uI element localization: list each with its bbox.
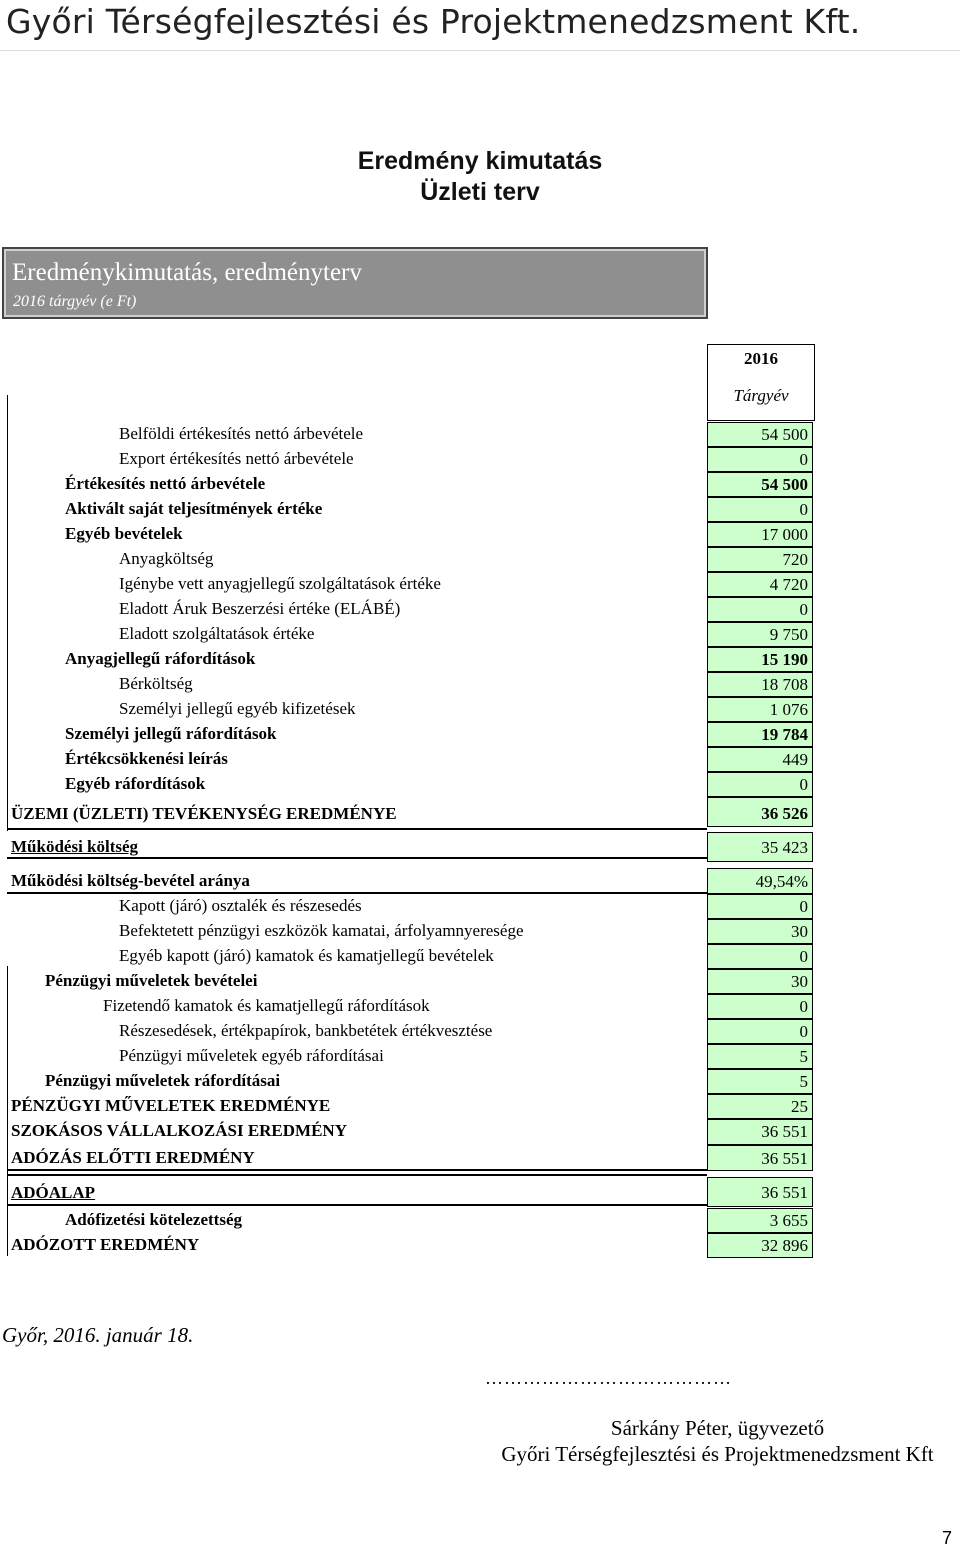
row-value: 30 bbox=[707, 919, 813, 944]
table-row bbox=[7, 747, 814, 772]
row-label: Bérköltség bbox=[119, 674, 193, 693]
table-row bbox=[7, 622, 814, 647]
table-row bbox=[7, 472, 814, 497]
table-row bbox=[7, 1019, 814, 1044]
table-row bbox=[7, 919, 814, 944]
row-label: Eladott Áruk Beszerzési értéke (ELÁBÉ) bbox=[119, 599, 401, 618]
row-value: 720 bbox=[707, 547, 813, 572]
row-label: Egyéb kapott (járó) kamatok és kamatjellegű bevételek bbox=[119, 946, 494, 965]
row-value: 19 784 bbox=[707, 722, 813, 747]
row-value: 0 bbox=[707, 772, 813, 797]
row-value: 4 720 bbox=[707, 572, 813, 597]
table-row bbox=[7, 1174, 707, 1206]
row-value: 0 bbox=[707, 497, 813, 522]
table-row bbox=[7, 797, 814, 827]
row-label: Aktivált saját teljesítmények értéke bbox=[65, 499, 323, 518]
row-value: 36 551 bbox=[707, 1119, 813, 1145]
table-row bbox=[7, 969, 814, 994]
row-label: Anyagköltség bbox=[119, 549, 214, 568]
row-label: Értékesítés nettó árbevétele bbox=[65, 474, 266, 493]
table-row bbox=[7, 1044, 814, 1069]
row-label: Anyagjellegű ráfordítások bbox=[65, 649, 256, 668]
column-label: Tárgyév bbox=[733, 386, 789, 405]
row-value: 36 551 bbox=[707, 1145, 813, 1171]
table-row bbox=[7, 828, 707, 859]
banner-title: Eredménykimutatás, eredményterv bbox=[12, 259, 362, 286]
row-value: 3 655 bbox=[707, 1208, 813, 1233]
table-row bbox=[7, 497, 814, 522]
table-row bbox=[7, 1119, 814, 1145]
row-value: 0 bbox=[707, 447, 813, 472]
row-label: Egyéb ráfordítások bbox=[65, 774, 206, 793]
row-label: Működési költség-bevétel aránya bbox=[11, 871, 250, 890]
document-subtitle: Üzleti terv bbox=[420, 178, 540, 206]
signature-line: ………………………………… bbox=[485, 1368, 732, 1388]
row-label: Eladott szolgáltatások értéke bbox=[119, 624, 315, 643]
row-value-cell bbox=[707, 1177, 813, 1207]
row-label: ADÓZÁS ELŐTTI EREDMÉNY bbox=[11, 1148, 255, 1167]
row-value: 54 500 bbox=[707, 472, 813, 497]
row-label: SZOKÁSOS VÁLLALKOZÁSI EREDMÉNY bbox=[11, 1121, 347, 1140]
row-value: 9 750 bbox=[707, 622, 813, 647]
row-label: Pénzügyi műveletek bevételei bbox=[45, 971, 258, 990]
table-row bbox=[7, 597, 814, 622]
row-value: 5 bbox=[707, 1069, 813, 1094]
table-row bbox=[7, 944, 814, 969]
row-label: Pénzügyi műveletek ráfordításai bbox=[45, 1071, 281, 1090]
row-value-cell bbox=[707, 868, 813, 894]
row-label: Részesedések, értékpapírok, bankbetétek értékvesztése bbox=[119, 1021, 493, 1040]
place-date: Győr, 2016. január 18. bbox=[2, 1323, 194, 1347]
company-header: Győri Térségfejlesztési és Projektmenedzsment Kft. bbox=[6, 2, 861, 41]
row-value: 49,54% bbox=[707, 868, 813, 894]
table-row bbox=[7, 447, 814, 472]
row-value: 36 526 bbox=[707, 797, 813, 827]
row-value-cell bbox=[707, 832, 813, 862]
row-value: 25 bbox=[707, 1094, 813, 1119]
row-label: Értékcsökkenési leírás bbox=[65, 749, 228, 768]
statement-banner bbox=[2, 247, 708, 319]
table-row bbox=[7, 894, 814, 919]
row-label: Pénzügyi műveletek egyéb ráfordításai bbox=[119, 1046, 384, 1065]
row-label: Egyéb bevételek bbox=[65, 524, 183, 543]
table-row bbox=[7, 697, 814, 722]
row-label: PÉNZÜGYI MŰVELETEK EREDMÉNYE bbox=[11, 1096, 331, 1115]
header-divider bbox=[0, 50, 960, 51]
table-row bbox=[7, 1094, 814, 1119]
table-row bbox=[7, 1233, 814, 1258]
row-value: 0 bbox=[707, 597, 813, 622]
column-header bbox=[707, 344, 815, 421]
table-row bbox=[7, 422, 814, 447]
table-row bbox=[7, 1145, 707, 1171]
row-label: Igénybe vett anyagjellegű szolgáltatások értéke bbox=[119, 574, 441, 593]
table-row bbox=[7, 672, 814, 697]
row-value: 54 500 bbox=[707, 422, 813, 447]
row-label: ÜZEMI (ÜZLETI) TEVÉKENYSÉG EREDMÉNYE bbox=[11, 804, 397, 823]
document-title: Eredmény kimutatás bbox=[357, 147, 603, 175]
signer-company: Győri Térségfejlesztési és Projektmenedzsment Kft bbox=[501, 1442, 934, 1466]
row-value: 0 bbox=[707, 994, 813, 1019]
page-number: 7 bbox=[942, 1528, 953, 1548]
row-value: 0 bbox=[707, 894, 813, 919]
row-label: Személyi jellegű ráfordítások bbox=[65, 724, 277, 743]
table-row bbox=[7, 1208, 814, 1233]
row-label: Adófizetési kötelezettség bbox=[65, 1210, 243, 1229]
table-row bbox=[7, 868, 707, 894]
row-label: Fizetendő kamatok és kamatjellegű ráfordítások bbox=[103, 996, 430, 1015]
row-label: Kapott (járó) osztalék és részesedés bbox=[119, 896, 362, 915]
row-label: Befektetett pénzügyi eszközök kamatai, árfolyamnyeresége bbox=[119, 921, 524, 940]
row-value: 449 bbox=[707, 747, 813, 772]
row-label: ADÓZOTT EREDMÉNY bbox=[11, 1235, 200, 1254]
row-value: 30 bbox=[707, 969, 813, 994]
row-label: Export értékesítés nettó árbevétele bbox=[119, 449, 354, 468]
row-label: Működési költség bbox=[11, 837, 139, 856]
banner-subtitle: 2016 tárgyév (e Ft) bbox=[13, 293, 137, 310]
row-label: Belföldi értékesítés nettó árbevétele bbox=[119, 424, 364, 443]
row-value: 32 896 bbox=[707, 1233, 813, 1258]
table-row bbox=[7, 522, 814, 547]
row-value: 35 423 bbox=[707, 832, 813, 862]
row-label: Személyi jellegű egyéb kifizetések bbox=[119, 699, 356, 718]
row-value: 0 bbox=[707, 1019, 813, 1044]
row-value-cell bbox=[707, 1145, 813, 1171]
signer-name: Sárkány Péter, ügyvezető bbox=[610, 1416, 825, 1440]
row-value: 5 bbox=[707, 1044, 813, 1069]
table-row bbox=[7, 722, 814, 747]
table-row bbox=[7, 572, 814, 597]
table-row bbox=[7, 547, 814, 572]
row-label: ADÓALAP bbox=[11, 1183, 96, 1202]
table-row bbox=[7, 772, 814, 797]
row-value: 17 000 bbox=[707, 522, 813, 547]
column-year: 2016 bbox=[744, 349, 778, 368]
table-row bbox=[7, 1069, 814, 1094]
row-value: 18 708 bbox=[707, 672, 813, 697]
table-row bbox=[7, 647, 814, 672]
row-value: 15 190 bbox=[707, 647, 813, 672]
row-value: 1 076 bbox=[707, 697, 813, 722]
table-row bbox=[7, 994, 814, 1019]
row-value: 0 bbox=[707, 944, 813, 969]
row-value: 36 551 bbox=[707, 1177, 813, 1207]
